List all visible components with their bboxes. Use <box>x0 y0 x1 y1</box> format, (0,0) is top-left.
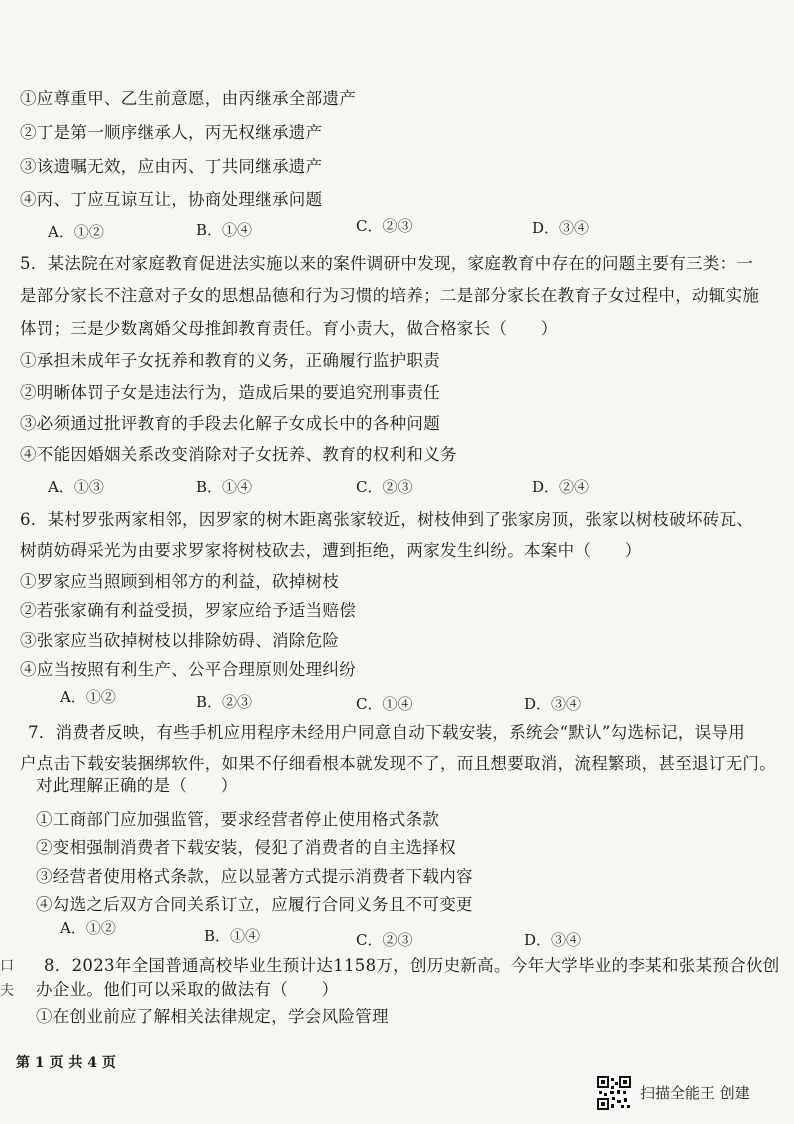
text-line: ②明晰体罚子女是违法行为，造成后果的要追究刑事责任 <box>20 383 440 402</box>
margin-mark: 夫 <box>0 983 14 999</box>
text-line: ③必须通过批评教育的手段去化解子女成长中的各种问题 <box>20 414 440 433</box>
text-line: ④应当按照有利生产、公平合理原则处理纠纷 <box>20 660 356 679</box>
question-7: 7．消费者反映，有些手机应用程序未经用户同意自动下载安装，系统会“默认”勾选标记，误导用 <box>28 723 746 742</box>
text-line: 办企业。他们可以采取的做法有（ ） <box>36 980 339 999</box>
text-line: ④丙、丁应互谅互让，协商处理继承问题 <box>20 190 323 209</box>
answer-option: D．③④ <box>532 219 590 237</box>
text-line: ③该遗嘱无效，应由丙、丁共同继承遗产 <box>20 157 323 176</box>
text-line: 对此理解正确的是（ ） <box>36 776 238 795</box>
text-line: ④勾选之后双方合同关系订立，应履行合同义务且不可变更 <box>36 895 473 914</box>
question-8: 8．2023年全国普通高校毕业生预计达1158万，创历史新高。今年大学毕业的李某和张某预合伙创 <box>44 956 780 975</box>
page-footer: 第 1 页 共 4 页 <box>16 1055 116 1071</box>
answer-option: C．②③ <box>356 217 413 235</box>
text-line: 户点击下载安装捆绑软件，如果不仔细看根本就发现不了，而且想要取消，流程繁琐，甚至退订无门。 <box>20 754 776 773</box>
text-line: ③张家应当砍掉树枝以排除妨碍、消除危险 <box>20 631 340 650</box>
answer-option: C．①④ <box>356 695 413 713</box>
text-line: ②丁是第一顺序继承人，丙无权继承遗产 <box>20 123 323 142</box>
text-line: ①在创业前应了解相关法律规定，学会风险管理 <box>36 1007 389 1026</box>
question-5: 5．某法院在对家庭教育促进法实施以来的案件调研中发现，家庭教育中存在的问题主要有三类：一 <box>20 254 754 273</box>
text-line: 树荫妨碍采光为由要求罗家将树枝砍去，遭到拒绝，两家发生纠纷。本案中（ ） <box>20 541 642 560</box>
answer-option: B．①④ <box>196 221 253 239</box>
answer-option: A．①② <box>60 919 116 937</box>
answer-option: B．①④ <box>196 478 253 496</box>
text-line: ②变相强制消费者下载安装，侵犯了消费者的自主选择权 <box>36 838 456 857</box>
margin-mark: 口 <box>0 958 14 974</box>
answer-option: C．②③ <box>356 931 413 949</box>
answer-option: A．①② <box>60 688 116 706</box>
answer-option: B．②③ <box>196 693 253 711</box>
question-6: 6．某村罗张两家相邻，因罗家的树木距离张家较近，树枝伸到了张家房顶，张家以树枝破坏砖瓦、 <box>20 510 754 529</box>
answer-option: B．①④ <box>204 927 261 945</box>
text-line: ①承担未成年子女抚养和教育的义务，正确履行监护职责 <box>20 351 440 370</box>
answer-option: D．③④ <box>524 695 582 713</box>
text-line: ②若张家确有利益受损，罗家应给予适当赔偿 <box>20 601 356 620</box>
text-line: ④不能因婚姻关系改变消除对子女抚养、教育的权利和义务 <box>20 445 457 464</box>
answer-option: D．②④ <box>532 478 590 496</box>
scanner-watermark: 扫描全能王 创建 <box>640 1084 750 1102</box>
answer-option: C．②③ <box>356 478 413 496</box>
text-line: 是部分家长不注意对子女的思想品德和行为习惯的培养；二是部分家长在教育子女过程中，动辄实施 <box>20 286 760 305</box>
qr-code-icon <box>597 1076 631 1110</box>
text-line: ①罗家应当照顾到相邻方的利益，砍掉树枝 <box>20 572 340 591</box>
answer-option: D．③④ <box>524 931 582 949</box>
answer-option: A．①③ <box>48 478 104 496</box>
answer-option: A．①② <box>48 223 104 241</box>
text-line: 体罚；三是少数离婚父母推卸教育责任。育小责大，做合格家长（ ） <box>20 319 558 338</box>
text-line: ③经营者使用格式条款，应以显著方式提示消费者下载内容 <box>36 867 473 886</box>
text-line: ①应尊重甲、乙生前意愿，由丙继承全部遗产 <box>20 89 356 108</box>
text-line: ①工商部门应加强监管，要求经营者停止使用格式条款 <box>36 810 440 829</box>
